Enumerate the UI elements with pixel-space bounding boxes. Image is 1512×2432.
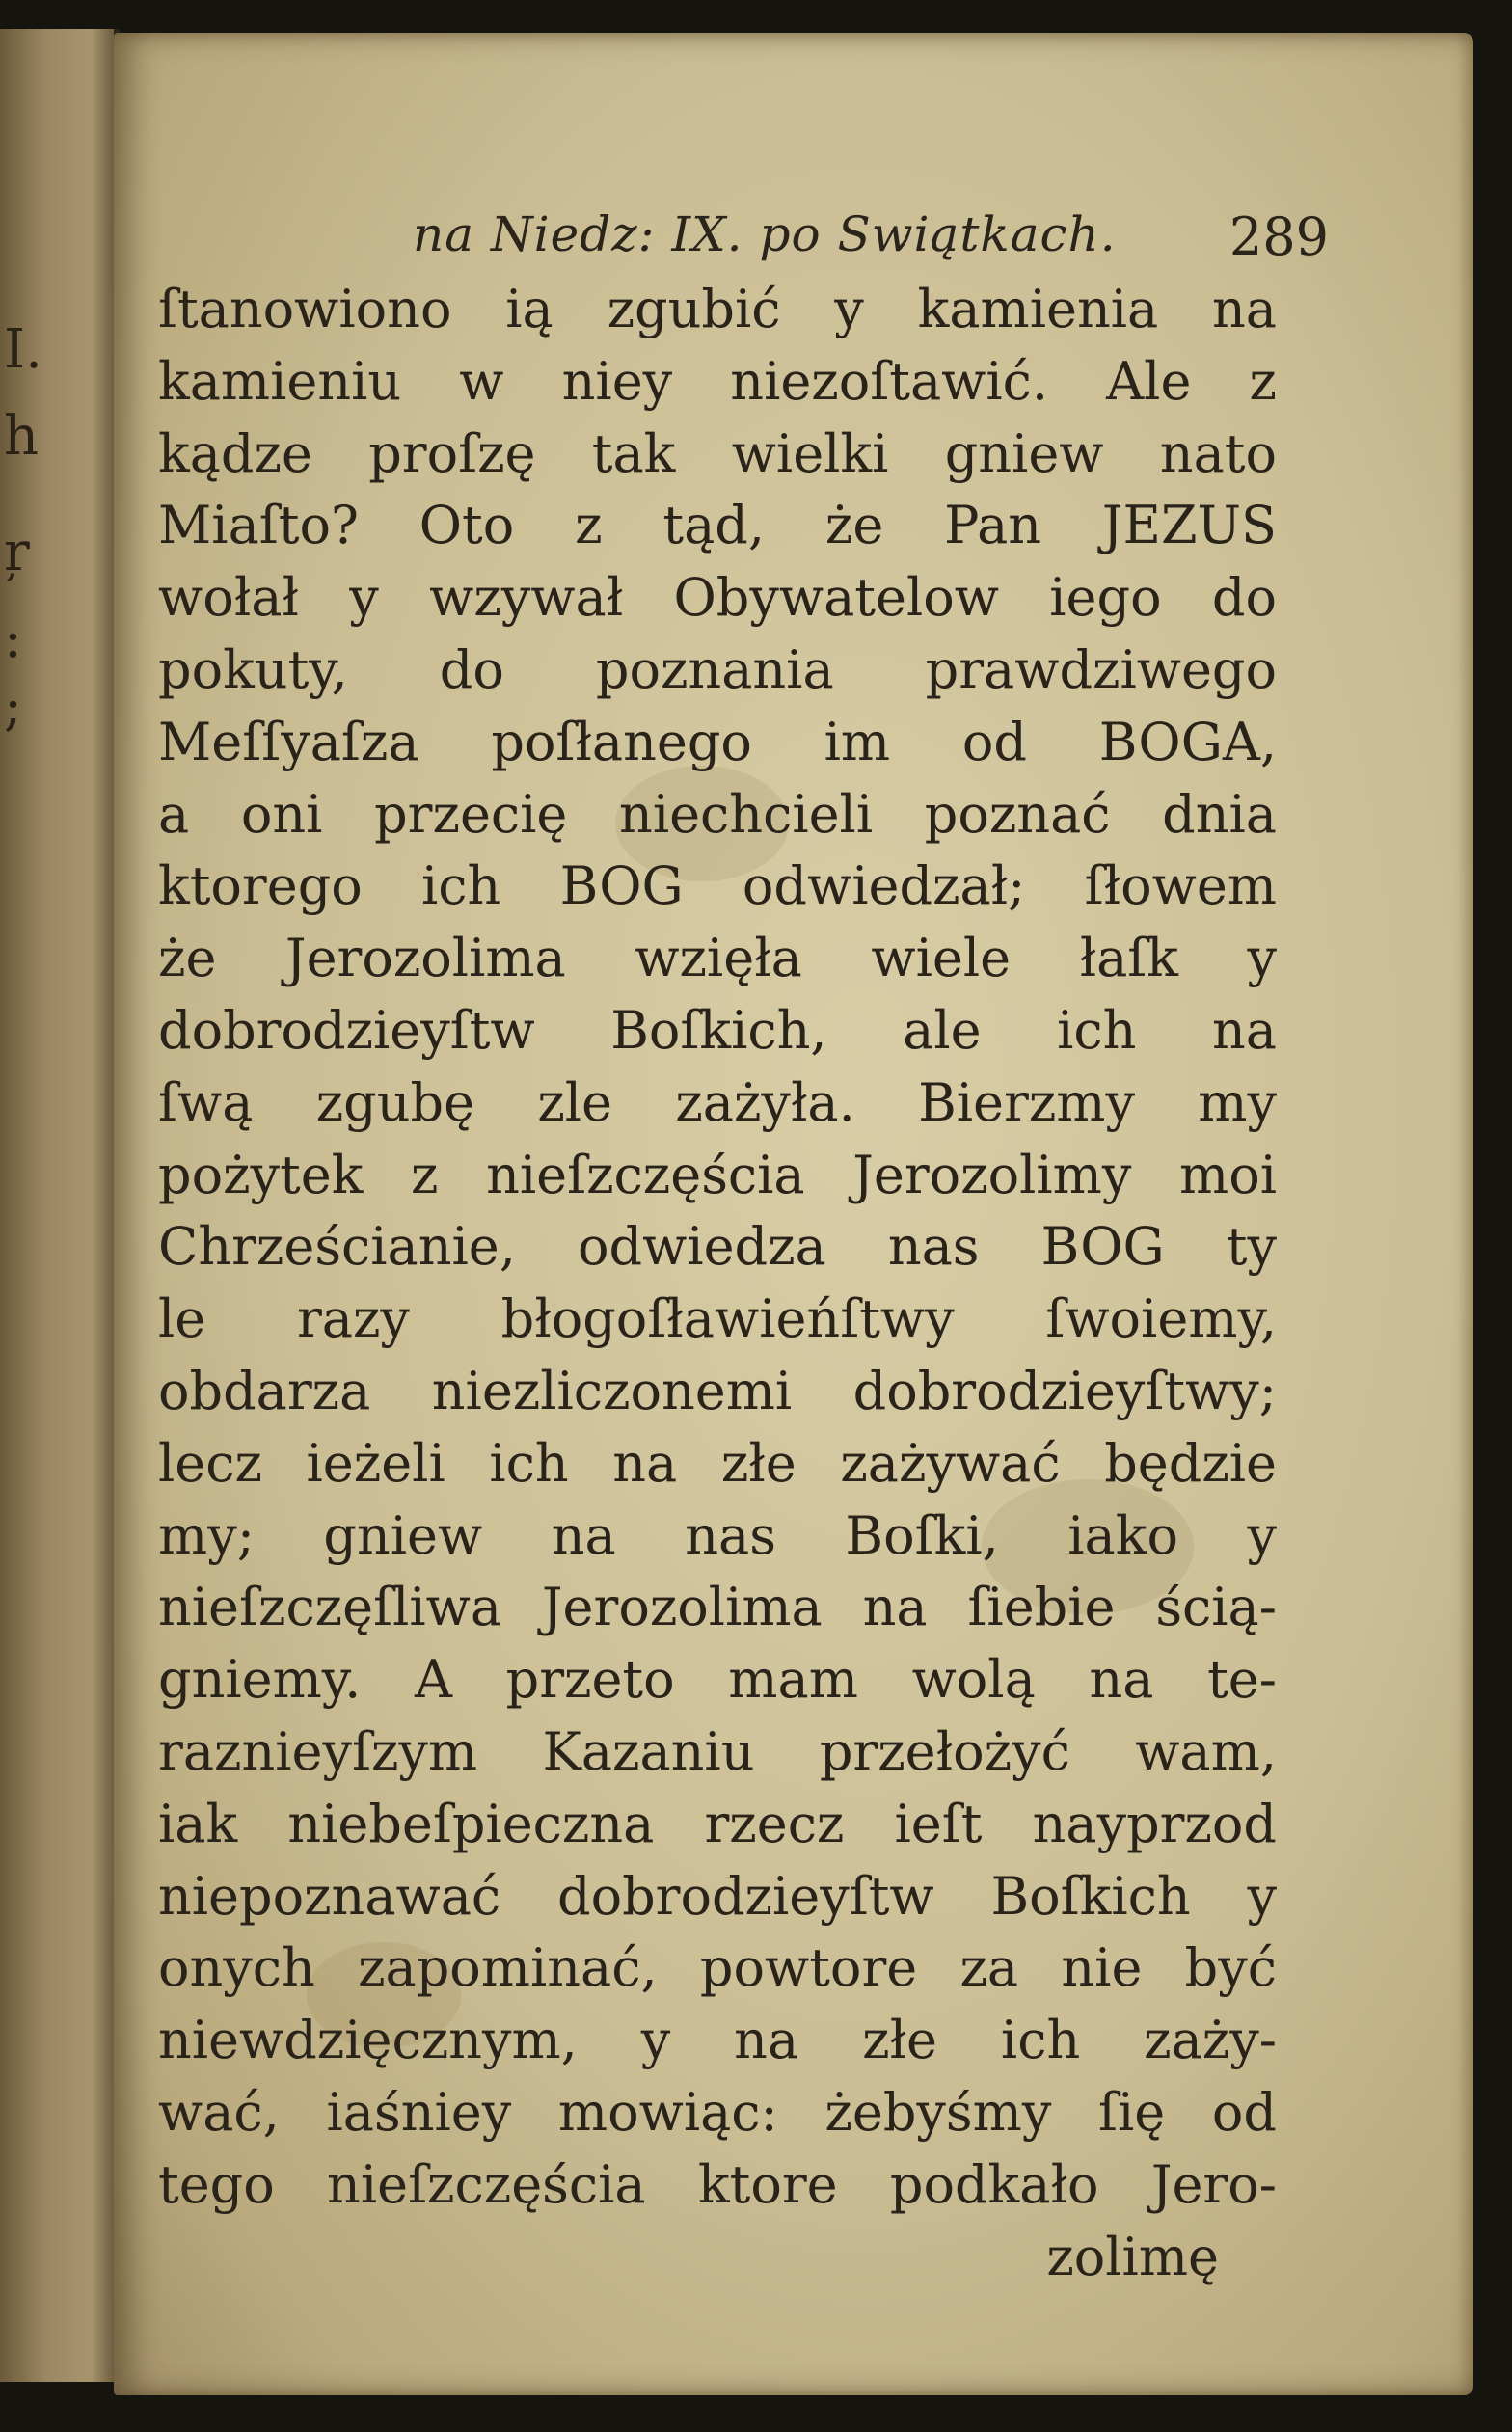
text-line: kamieniu w niey niezoſtawić. Ale z (158, 350, 1277, 412)
text-line: tego nieſzczęścia ktore podkało Jero- (158, 2153, 1277, 2215)
margin-fragment: ŗ (4, 521, 30, 583)
text-line: nieſzczęſliwa Jerozolima na ſiebie ścią- (158, 1577, 1277, 1638)
text-line: wołał y wzywał Obywatelow iego do (158, 567, 1277, 629)
running-head: na Niedz: IX. po Swiątkach. (413, 206, 1117, 262)
text-line: ſwą zgubę zle zażyła. Bierzmy my (158, 1071, 1277, 1133)
text-line: Chrześcianie, odwiedza nas BOG ty (158, 1216, 1277, 1278)
text-line: pokuty, do poznania prawdziwego (158, 638, 1277, 700)
text-line: ſtanowiono ią zgubić y kamienia na (158, 279, 1277, 339)
text-line: Miaſto? Oto z tąd, że Pan JEZUS (158, 495, 1277, 556)
text-line: ktorego ich BOG odwiedzał; ſłowem (158, 855, 1277, 917)
text-line: że Jerozolima wzięła wiele łaſk y (158, 928, 1277, 989)
book-page (114, 33, 1473, 2395)
text-line: le razy błogoſławieńſtwy ſwoiemy, (158, 1288, 1277, 1350)
text-line: Meſſyaſza poſłanego im od BOGA, (158, 711, 1277, 772)
margin-fragment: I. (4, 318, 42, 381)
margin-fragment: h (4, 405, 40, 468)
catchword: zolimę (1046, 2226, 1219, 2287)
text-line: onych zapominać, powtore za nie być (158, 1937, 1277, 1999)
text-line: iak niebeſpieczna rzecz ieſt nayprzod (158, 1793, 1277, 1854)
text-line: obdarza niezliczonemi dobrodzieyſtwy; (158, 1360, 1277, 1421)
text-line: wać, iaśniey mowiąc: żebyśmy ſię od (158, 2081, 1277, 2143)
margin-fragment: : (4, 608, 22, 670)
text-line: a oni przecię niechcieli poznać dnia (158, 783, 1277, 845)
text-line: dobrodzieyſtw Boſkich, ale ich na (158, 999, 1277, 1061)
text-line: kądze proſzę tak wielki gniew nato (158, 422, 1277, 484)
body-text (158, 274, 1277, 2293)
margin-fragment: ; (4, 675, 22, 738)
text-line: gniemy. A przeto mam wolą na te- (158, 1649, 1277, 1711)
text-line: raznieyſzym Kazaniu przełożyć wam, (158, 1720, 1277, 1782)
page-header (307, 197, 1348, 284)
text-line: niewdzięcznym, y na złe ich zaży- (158, 2010, 1277, 2071)
page-number: 289 (1228, 206, 1329, 267)
text-line: my; gniew na nas Boſki, iako y (158, 1504, 1277, 1566)
text-line: pożytek z nieſzczęścia Jerozolimy moi (158, 1144, 1277, 1205)
text-line: lecz ieżeli ich na złe zażywać będzie (158, 1432, 1277, 1494)
previous-page-edge (0, 29, 120, 2382)
text-line: niepoznawać dobrodzieyſtw Boſkich y (158, 1865, 1277, 1927)
